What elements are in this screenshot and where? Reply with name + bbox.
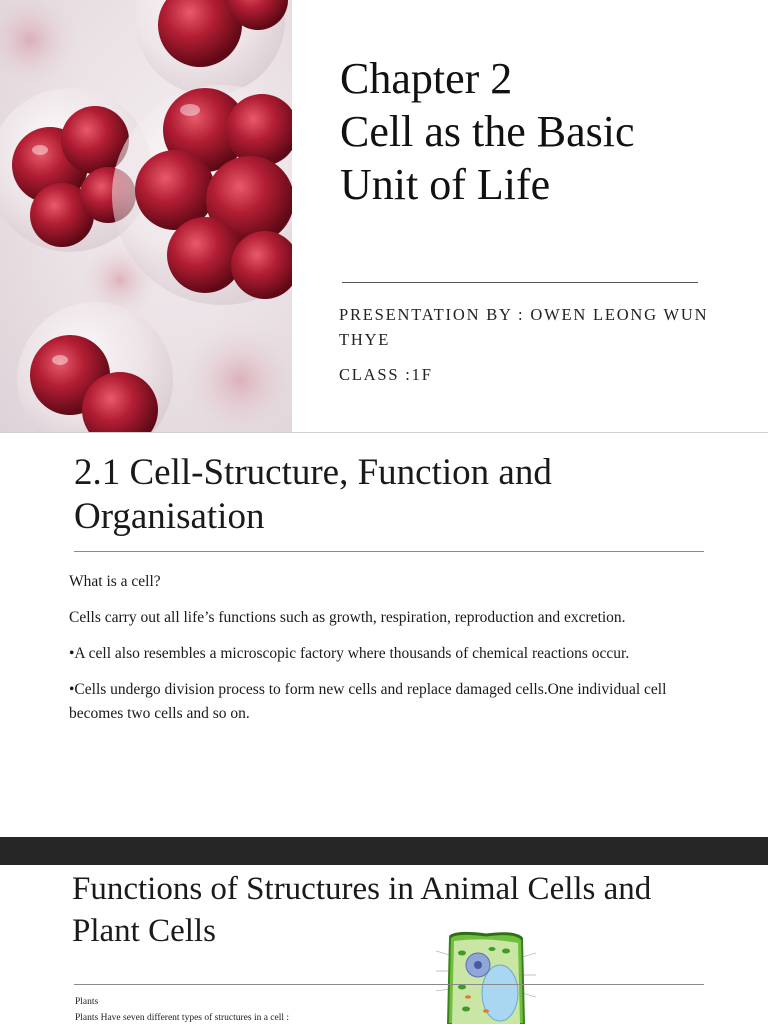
cell-structure-slide xyxy=(0,433,768,837)
slide-gap-band xyxy=(0,837,768,865)
slide-title xyxy=(340,52,740,211)
cell-division-image xyxy=(0,0,292,432)
section-title: 2.1 Cell-Structure, Function and Organisation xyxy=(74,452,552,537)
title-line-2: Cell as the Basic xyxy=(340,107,635,156)
section-title: Functions of Structures in Animal Cells and Plant Cells xyxy=(72,871,652,949)
class-label: CLASS :1F xyxy=(339,365,433,384)
plants-description: Plants Have seven different types of structures in a cell : xyxy=(75,1013,290,1023)
bullet-division: •Cells undergo division process to form new cells and replace damaged cells.One individual cell becomes two cells and so on. xyxy=(69,681,667,722)
paragraph-functions: Cells carry out all life’s functions such as growth, respiration, reproduction and excretion. xyxy=(69,609,626,626)
title-divider xyxy=(74,984,704,985)
title-divider xyxy=(342,282,698,283)
slide-body xyxy=(69,570,689,738)
plant-cell-diagram xyxy=(436,931,536,1024)
title-line-1: Chapter 2 xyxy=(340,54,513,103)
plants-heading: Plants xyxy=(75,997,99,1007)
title-line-3: Unit of Life xyxy=(340,160,551,209)
bullet-factory: •A cell also resembles a microscopic factory where thousands of chemical reactions occur. xyxy=(69,645,630,662)
presenter-credit: PRESENTATION BY : OWEN LEONG WUN THYE xyxy=(339,305,709,349)
cell-cluster-illustration xyxy=(0,0,292,432)
title-divider xyxy=(74,551,704,552)
title-slide xyxy=(0,0,768,432)
functions-slide xyxy=(0,865,768,1024)
question-text: What is a cell? xyxy=(69,573,161,590)
plant-cell-image xyxy=(436,931,536,1024)
